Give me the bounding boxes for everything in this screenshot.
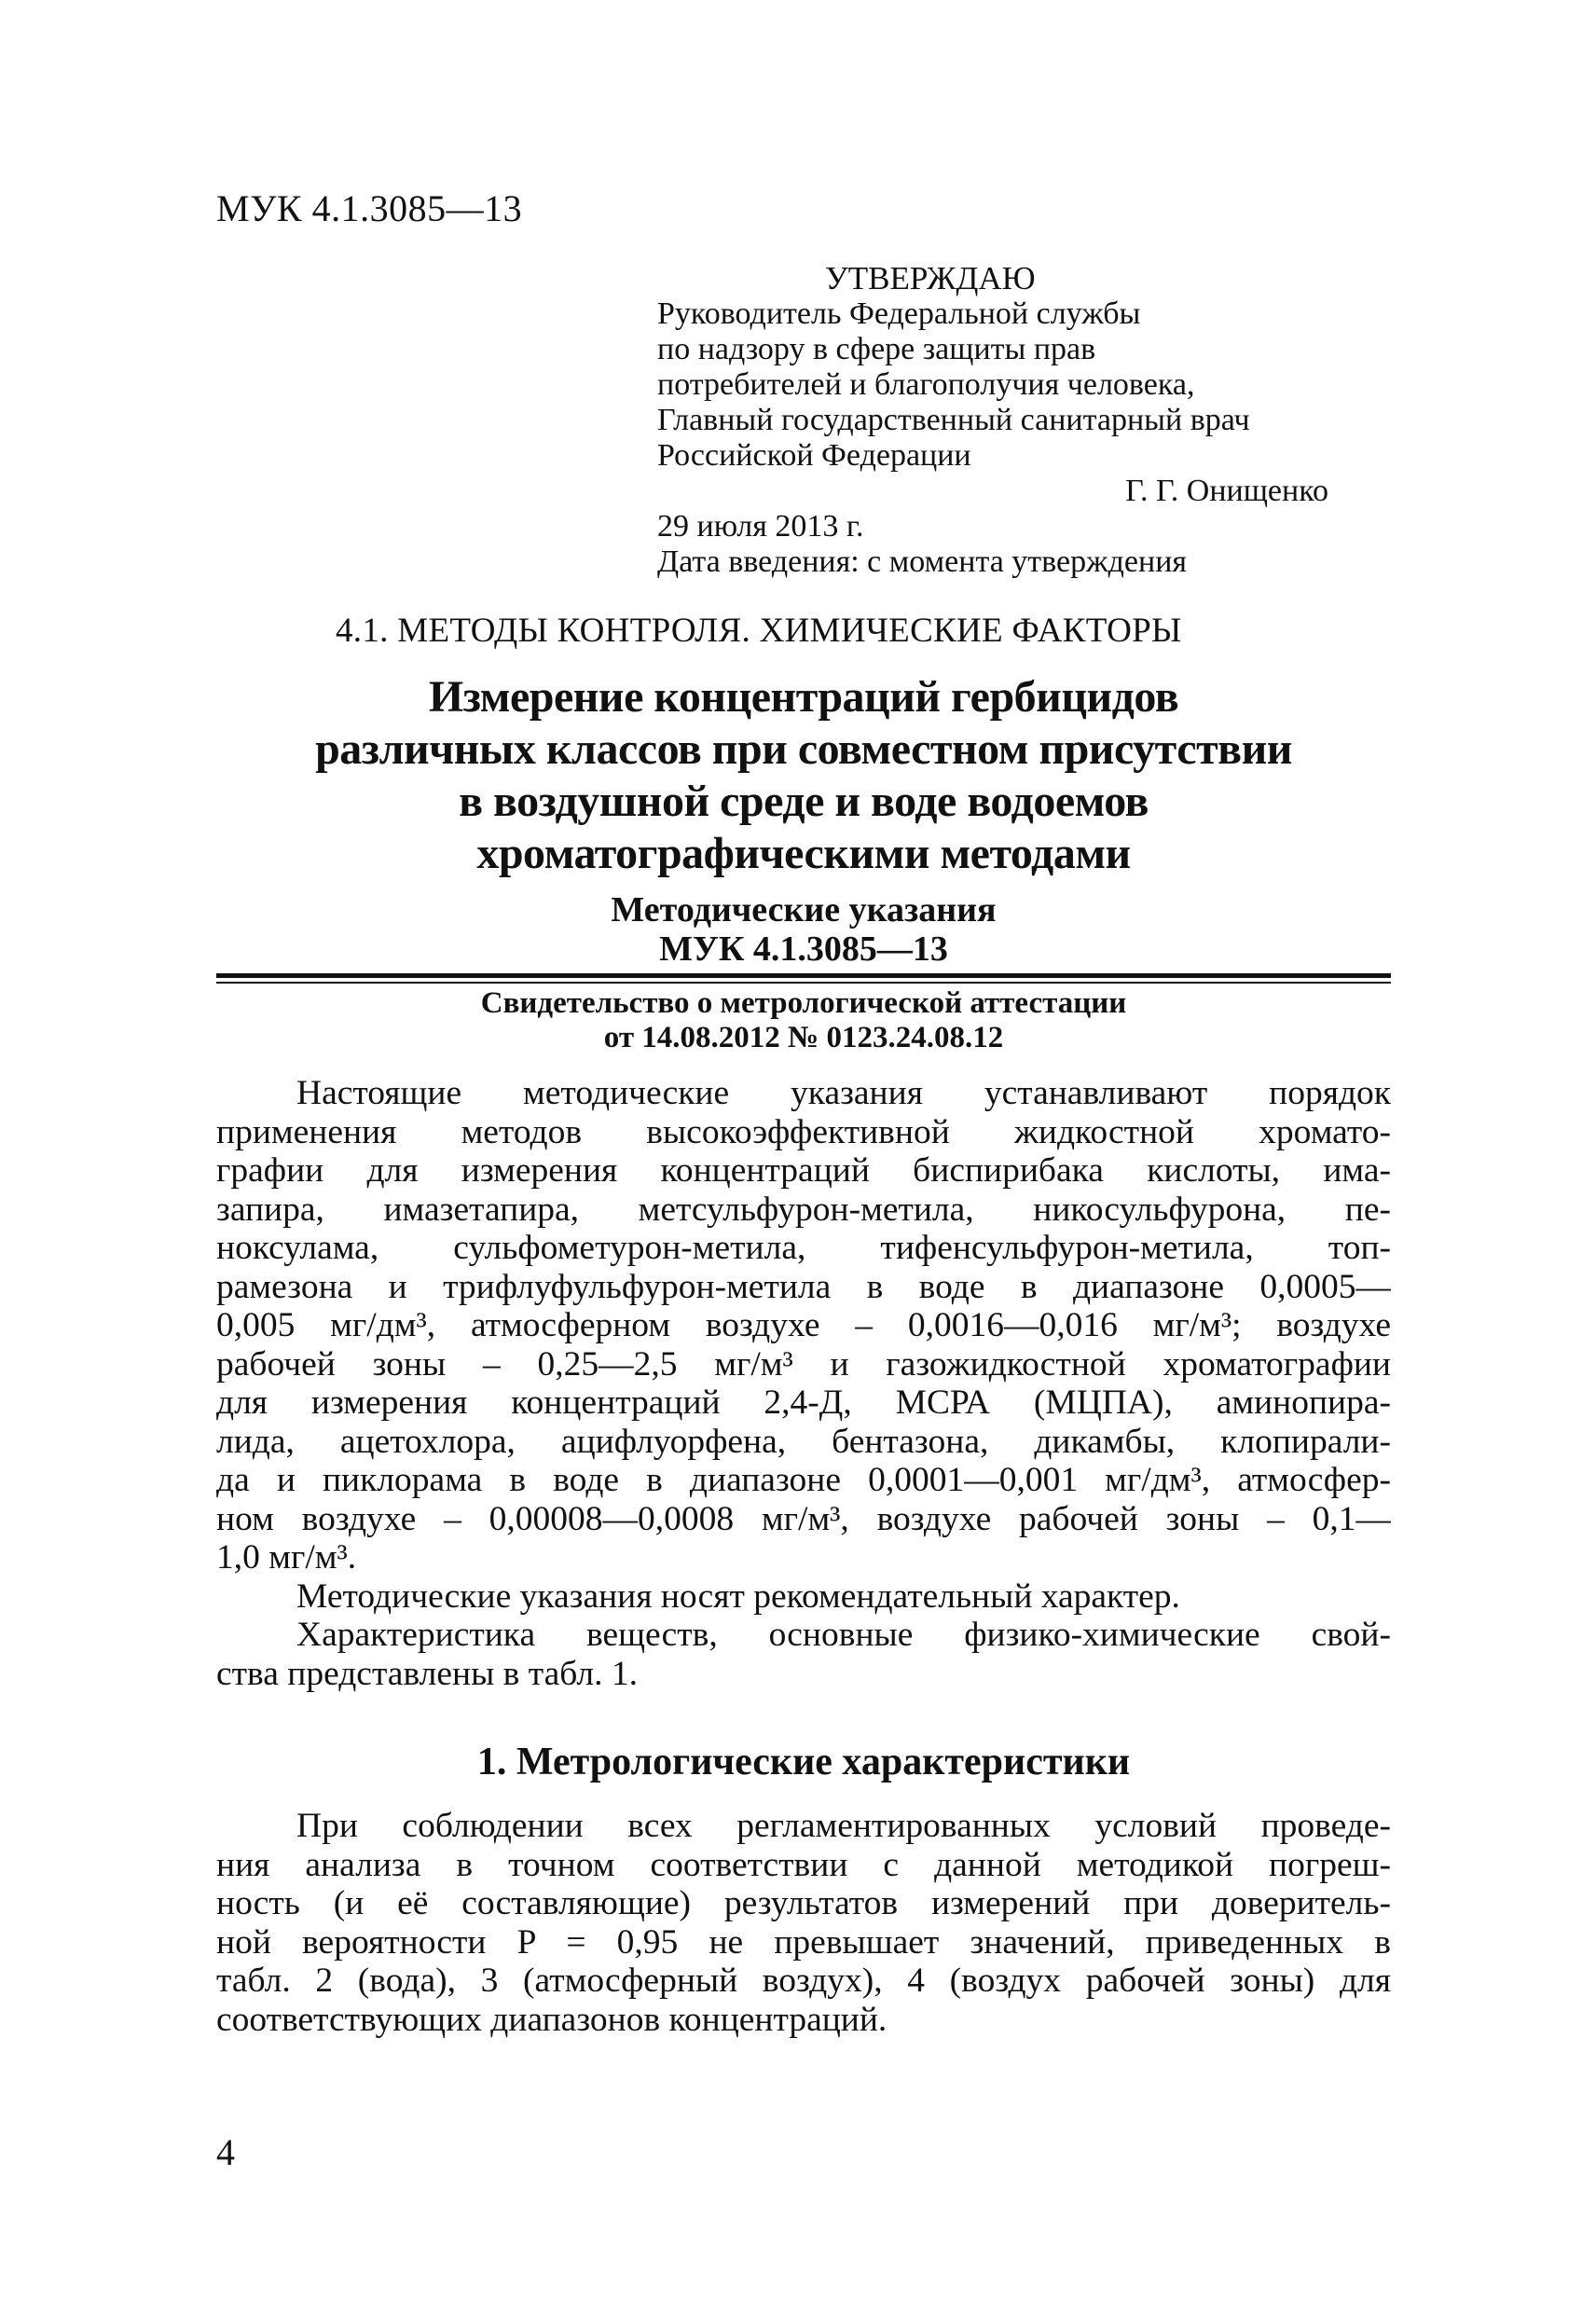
- approval-line: Российской Федерации: [657, 438, 971, 473]
- paragraph-line: для измерения концентраций 2,4-Д, МСРА (МЦПА), аминопира-: [216, 1384, 1391, 1422]
- paragraph-line: ния анализа в точном соответствии с данной методикой погреш-: [216, 1845, 1391, 1884]
- paragraph-line: рамезона и трифлуфульфурон-метила в воде в диапазоне 0,0005—: [216, 1267, 1391, 1306]
- subtitle-code: МУК 4.1.3085—13: [659, 929, 948, 969]
- section-1-paragraph: [216, 1807, 1391, 2039]
- certificate-block: [216, 986, 1391, 1055]
- divider-thick: [216, 973, 1391, 978]
- properties-line: Характеристика веществ, основные физико-химические свой-: [296, 1616, 1391, 1654]
- paragraph-line: 1,0 мг/м³.: [216, 1538, 357, 1576]
- intro-paragraph: [216, 1074, 1391, 1693]
- paragraph-line: При соблюдении всех регламентированных условий проведе-: [296, 1807, 1391, 1845]
- document-code: МУК 4.1.3085—13: [216, 187, 523, 229]
- title-line: различных классов при совместном присутствии: [315, 724, 1292, 774]
- paragraph-line: графии для измерения концентраций биспирибака кислоты, има-: [216, 1151, 1391, 1190]
- paragraph-line: рабочей зоны – 0,25—2,5 мг/м³ и газожидкостной хроматографии: [216, 1344, 1391, 1384]
- approval-line: по надзору в сфере защиты прав: [657, 332, 1096, 366]
- document-title: [216, 671, 1391, 880]
- page-number: 4: [216, 2131, 235, 2173]
- paragraph-line: табл. 2 (вода), 3 (атмосферный воздух), 4 (воздух рабочей зоны) для: [216, 1962, 1391, 2000]
- certificate-title: Свидетельство о метрологической аттестации: [480, 986, 1127, 1020]
- title-line: в воздушной среде и воде водоемов: [459, 777, 1149, 826]
- section-1-heading: 1. Метрологические характеристики: [476, 1741, 1131, 1783]
- paragraph-line: ноксулама, сульфометурон-метила, тифенсульфурон-метила, топ-: [216, 1229, 1391, 1267]
- paragraph-line: ном воздухе – 0,00008—0,0008 мг/м³, воздухе рабочей зоны – 0,1—: [216, 1499, 1391, 1538]
- paragraph-line: лида, ацетохлора, ацифлуорфена, бентазона, дикамбы, клопирали-: [216, 1422, 1391, 1461]
- certificate-number: от 14.08.2012 № 0123.24.08.12: [603, 1021, 1004, 1054]
- approval-line: потребителей и благополучия человека,: [657, 367, 1195, 402]
- approval-line: Главный государственный санитарный врач: [657, 403, 1250, 437]
- paragraph-line: 0,005 мг/дм³, атмосферном воздухе – 0,0016—0,016 мг/м³; воздухе: [216, 1306, 1391, 1344]
- section-heading: 4.1. МЕТОДЫ КОНТРОЛЯ. ХИМИЧЕСКИЕ ФАКТОРЫ: [336, 612, 1182, 650]
- recommendation-line: Методические указания носят рекомендательный характер.: [296, 1576, 1180, 1616]
- approval-signer: Г. Г. Онищенко: [1125, 474, 1328, 508]
- title-line: Измерение концентраций гербицидов: [428, 672, 1179, 722]
- subtitle-kind: Методические указания: [611, 890, 997, 929]
- properties-line: ства представлены в табл. 1.: [216, 1654, 638, 1693]
- title-line: хроматографическими методами: [476, 829, 1131, 878]
- paragraph-line: Настоящие методические указания устанавливают порядок: [296, 1074, 1391, 1112]
- paragraph-line: применения методов высокоэффективной жидкостной хромато-: [216, 1112, 1391, 1151]
- approval-block: [657, 261, 1384, 580]
- approval-date: 29 июля 2013 г.: [657, 509, 864, 544]
- introduction-date: Дата введения: с момента утверждения: [657, 544, 1188, 579]
- approval-heading: УТВЕРЖДАЮ: [825, 260, 1036, 296]
- approval-line: Руководитель Федеральной службы: [657, 296, 1141, 331]
- divider-thin: [216, 982, 1391, 984]
- paragraph-line: запира, имазетапира, метсульфурон-метила, никосульфурона, пе-: [216, 1190, 1391, 1229]
- paragraph-line: да и пиклорама в воде в диапазоне 0,0001—0,001 мг/дм³, атмосфер-: [216, 1461, 1391, 1499]
- document-subtitle: [216, 890, 1391, 969]
- paragraph-line: ной вероятности P = 0,95 не превышает значений, приведенных в: [216, 1922, 1391, 1962]
- paragraph-line: соответствующих диапазонов концентраций.: [216, 2000, 887, 2039]
- paragraph-line: ность (и её составляющие) результатов измерений при доверитель-: [216, 1884, 1391, 1922]
